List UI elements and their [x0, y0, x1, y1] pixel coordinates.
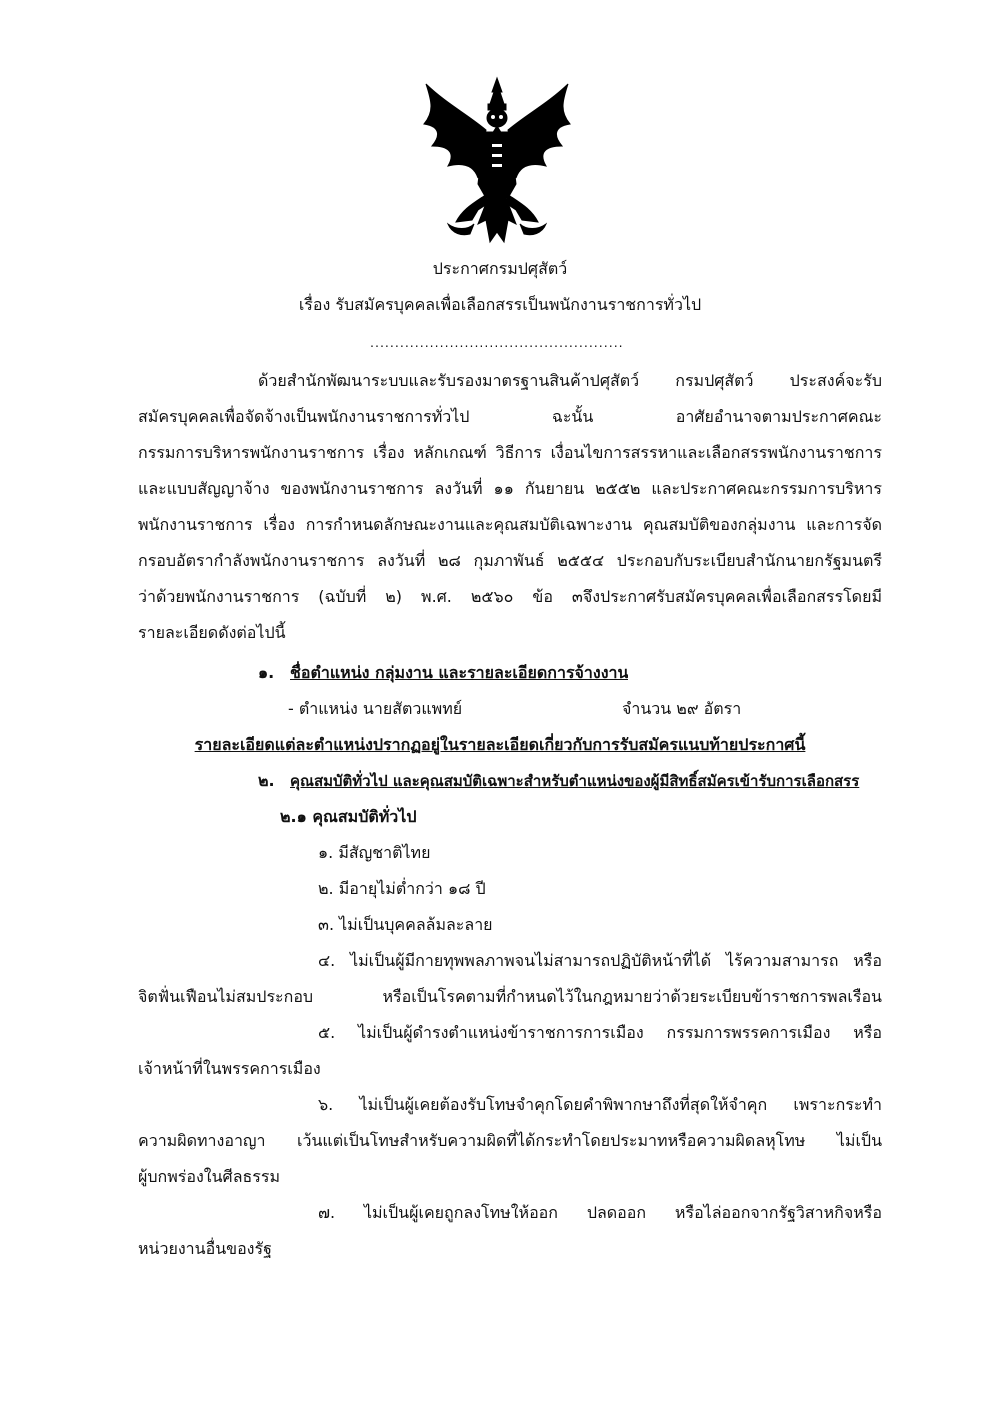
qualification-item-4-line-2: จิตฟั่นเฟือนไม่สมประกอบ หรือเป็นโรคตามที่กำหนดไว้ในกฎหมายว่าด้วยระเบียบข้าราชการพลเรือน	[138, 987, 882, 1006]
section-1-number: ๑.	[258, 663, 275, 682]
qualification-item: ๒. มีอายุไม่ต่ำกว่า ๑๘ ปี	[318, 879, 486, 898]
section-2-heading: คุณสมบัติทั่วไป และคุณสมบัติเฉพาะสำหรับตำแหน่งของผู้มีสิทธิ์สมัครเข้ารับการเลือกสรร	[290, 772, 860, 790]
intro-line-5: พนักงานราชการ เรื่อง การกำหนดลักษณะงานและคุณสมบัติเฉพาะงาน คุณสมบัติของกลุ่มงาน และการจัด	[138, 515, 882, 534]
section-1-heading: ชื่อตำแหน่ง กลุ่มงาน และรายละเอียดการจ้างงาน	[290, 663, 629, 682]
intro-line-2: สมัครบุคคลเพื่อจัดจ้างเป็นพนักงานราชการทั่วไป ฉะนั้น อาศัยอำนาจตามประกาศคณะ	[138, 407, 882, 426]
section-2-number: ๒.	[258, 771, 275, 790]
intro-line-6: กรอบอัตรากำลังพนักงานราชการ ลงวันที่ ๒๘ กุมภาพันธ์ ๒๕๕๔ ประกอบกับระเบียบสำนักนายกรัฐมนตรี	[138, 551, 882, 570]
announcement-subject: เรื่อง รับสมัครบุคคลเพื่อเลือกสรรเป็นพนักงานราชการทั่วไป	[298, 295, 702, 314]
intro-line-7: ว่าด้วยพนักงานราชการ (ฉบับที่ ๒) พ.ศ. ๒๕๖๐ ข้อ ๓จึงประกาศรับสมัครบุคคลเพื่อเลือกสรรโดยมี	[138, 587, 882, 606]
qualification-item-6-line-3: ผู้บกพร่องในศีลธรรม	[138, 1167, 280, 1186]
qualification-item-6-line-2: ความผิดทางอาญา เว้นแต่เป็นโทษสำหรับความผิดที่ได้กระทำโดยประมาทหรือความผิดลหุโทษ ไม่เป็น	[138, 1131, 882, 1150]
title-separator: ...................................................	[370, 335, 624, 350]
qualification-item-7-line-2: หน่วยงานอื่นของรัฐ	[138, 1239, 272, 1258]
intro-line-8: รายละเอียดดังต่อไปนี้	[138, 623, 286, 642]
qualification-item-7-line-1: ๗. ไม่เป็นผู้เคยถูกลงโทษให้ออก ปลดออก หรือไล่ออกจากรัฐวิสาหกิจหรือ	[318, 1203, 882, 1222]
announcement-title: ประกาศกรมปศุสัตว์	[432, 259, 568, 278]
garuda-emblem-icon	[412, 74, 582, 246]
position-name: - ตำแหน่ง นายสัตวแพทย์	[288, 699, 463, 718]
section-2-1-heading: ๒.๑ คุณสมบัติทั่วไป	[280, 807, 417, 826]
qualification-item-5-line-1: ๕. ไม่เป็นผู้ดำรงตำแหน่งข้าราชการการเมือง กรรมการพรรคการเมือง หรือ	[318, 1023, 882, 1042]
intro-line-3: กรรมการบริหารพนักงานราชการ เรื่อง หลักเกณฑ์ วิธีการ เงื่อนไขการสรรหาและเลือกสรรพนักงานราชการ	[138, 443, 882, 462]
position-details-note: รายละเอียดแต่ละตำแหน่งปรากฏอยู่ในรายละเอียดเกี่ยวกับการรับสมัครแนบท้ายประกาศนี้	[194, 735, 806, 754]
qualification-item-4-line-1: ๔. ไม่เป็นผู้มีกายทุพพลภาพจนไม่สามารถปฏิบัติหน้าที่ได้ ไร้ความสามารถ หรือ	[318, 951, 882, 970]
qualification-item: ๑. มีสัญชาติไทย	[318, 843, 431, 862]
intro-line-4: และแบบสัญญาจ้าง ของพนักงานราชการ ลงวันที่ ๑๑ กันยายน ๒๕๕๒ และประกาศคณะกรรมการบริหาร	[138, 479, 882, 498]
intro-line-1: ด้วยสำนักพัฒนาระบบและรับรองมาตรฐานสินค้าปศุสัตว์ กรมปศุสัตว์ ประสงค์จะรับ	[258, 371, 882, 390]
position-count: จำนวน ๒๙ อัตรา	[622, 699, 742, 718]
qualification-item-6-line-1: ๖. ไม่เป็นผู้เคยต้องรับโทษจำคุกโดยคำพิพากษาถึงที่สุดให้จำคุก เพราะกระทำ	[318, 1095, 882, 1114]
qualification-item-5-line-2: เจ้าหน้าที่ในพรรคการเมือง	[138, 1059, 321, 1078]
qualification-item: ๓. ไม่เป็นบุคคลล้มละลาย	[318, 915, 493, 934]
